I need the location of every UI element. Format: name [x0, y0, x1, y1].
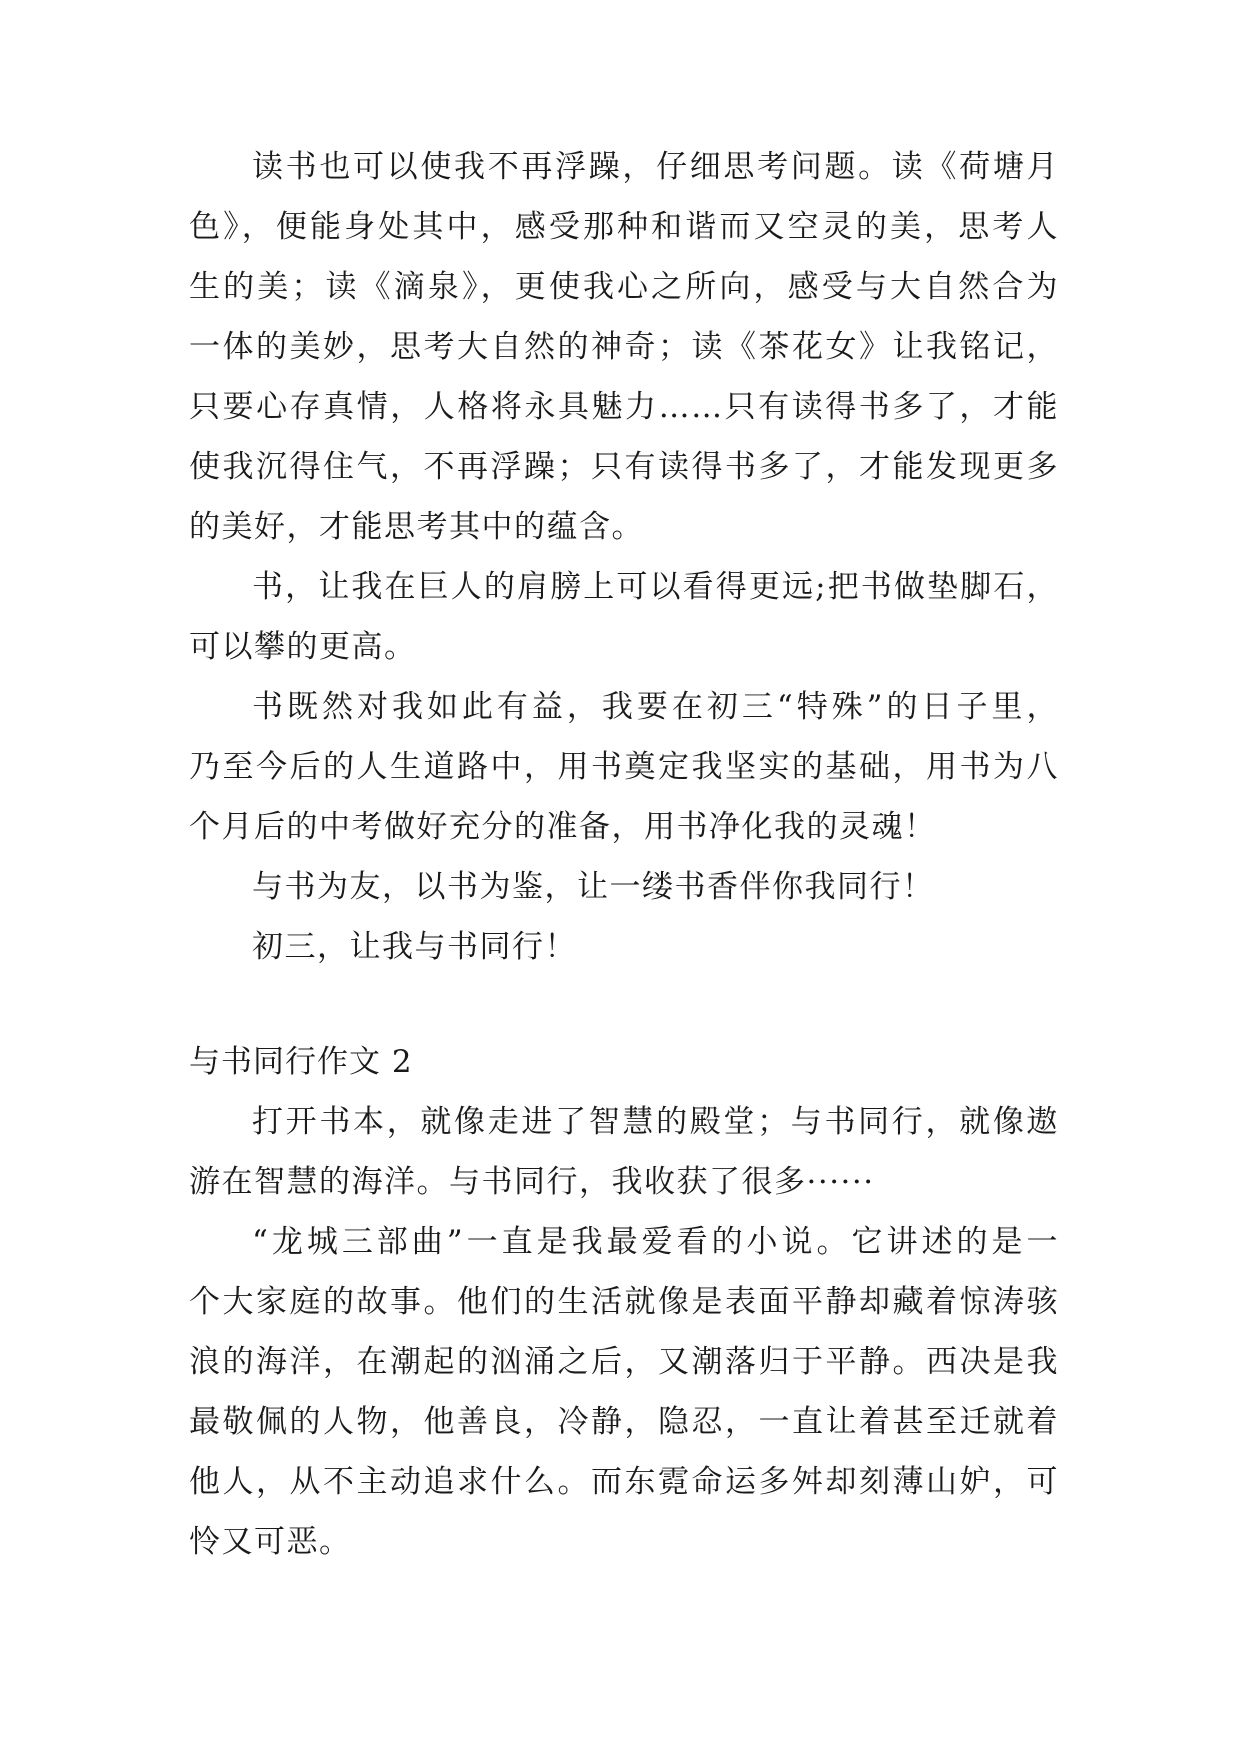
paragraph — [189, 677, 1059, 857]
text-line: 浪的海洋，在潮起的汹涌之后，又潮落归于平静。西决是我 — [189, 1344, 1059, 1380]
text-line: 乃至今后的人生道路中，用书奠定我坚实的基础，用书为八 — [189, 749, 1059, 785]
section-1 — [189, 137, 1059, 977]
text-line: 一体的美妙，思考大自然的神奇；读《茶花女》让我铭记， — [189, 329, 1059, 365]
paragraph — [189, 1092, 1059, 1212]
text-line: 读书也可以使我不再浮躁，仔细思考问题。读《荷塘月 — [252, 149, 1059, 185]
text-line: 书既然对我如此有益，我要在初三“特殊”的日子里， — [252, 689, 1059, 725]
text-line: 使我沉得住气，不再浮躁；只有读得书多了，才能发现更多 — [189, 449, 1059, 485]
text-line: 他人，从不主动追求什么。而东霓命运多舛却刻薄山妒，可 — [189, 1464, 1059, 1500]
text-line: 打开书本，就像走进了智慧的殿堂；与书同行，就像遨 — [252, 1104, 1059, 1140]
text-line: 生的美；读《滴泉》，更使我心之所向，感受与大自然合为 — [189, 269, 1059, 305]
text-line: 与书为友，以书为鉴，让一缕书香伴你我同行！ — [252, 869, 935, 905]
text-line: 书，让我在巨人的肩膀上可以看得更远;把书做垫脚石， — [252, 569, 1059, 605]
text-line: 的美好，才能思考其中的蕴含。 — [189, 509, 644, 545]
text-line: 只要心存真情，人格将永具魅力……只有读得书多了，才能 — [189, 389, 1059, 425]
paragraph — [189, 557, 1059, 677]
paragraph — [189, 857, 1059, 917]
paragraph — [189, 137, 1059, 557]
text-line: “龙城三部曲”一直是我最爱看的小说。它讲述的是一 — [252, 1224, 1059, 1260]
section-2 — [189, 1032, 1059, 1572]
section-title: 与书同行作文 2 — [189, 1044, 413, 1080]
text-line: 游在智慧的海洋。与书同行，我收获了很多······ — [189, 1164, 875, 1200]
text-line: 色》，便能身处其中，感受那种和谐而又空灵的美，思考人 — [189, 209, 1059, 245]
paragraph — [189, 1212, 1059, 1572]
text-line: 怜又可恶。 — [189, 1524, 352, 1560]
text-line: 可以攀的更高。 — [189, 629, 417, 665]
text-line: 最敬佩的人物，他善良，冷静，隐忍，一直让着甚至迁就着 — [189, 1404, 1059, 1440]
text-line: 个大家庭的故事。他们的生活就像是表面平静却藏着惊涛骇 — [189, 1284, 1059, 1320]
text-line: 个月后的中考做好充分的准备，用书净化我的灵魂！ — [189, 809, 937, 845]
paragraph — [189, 917, 1059, 977]
text-line: 初三，让我与书同行！ — [252, 929, 577, 965]
